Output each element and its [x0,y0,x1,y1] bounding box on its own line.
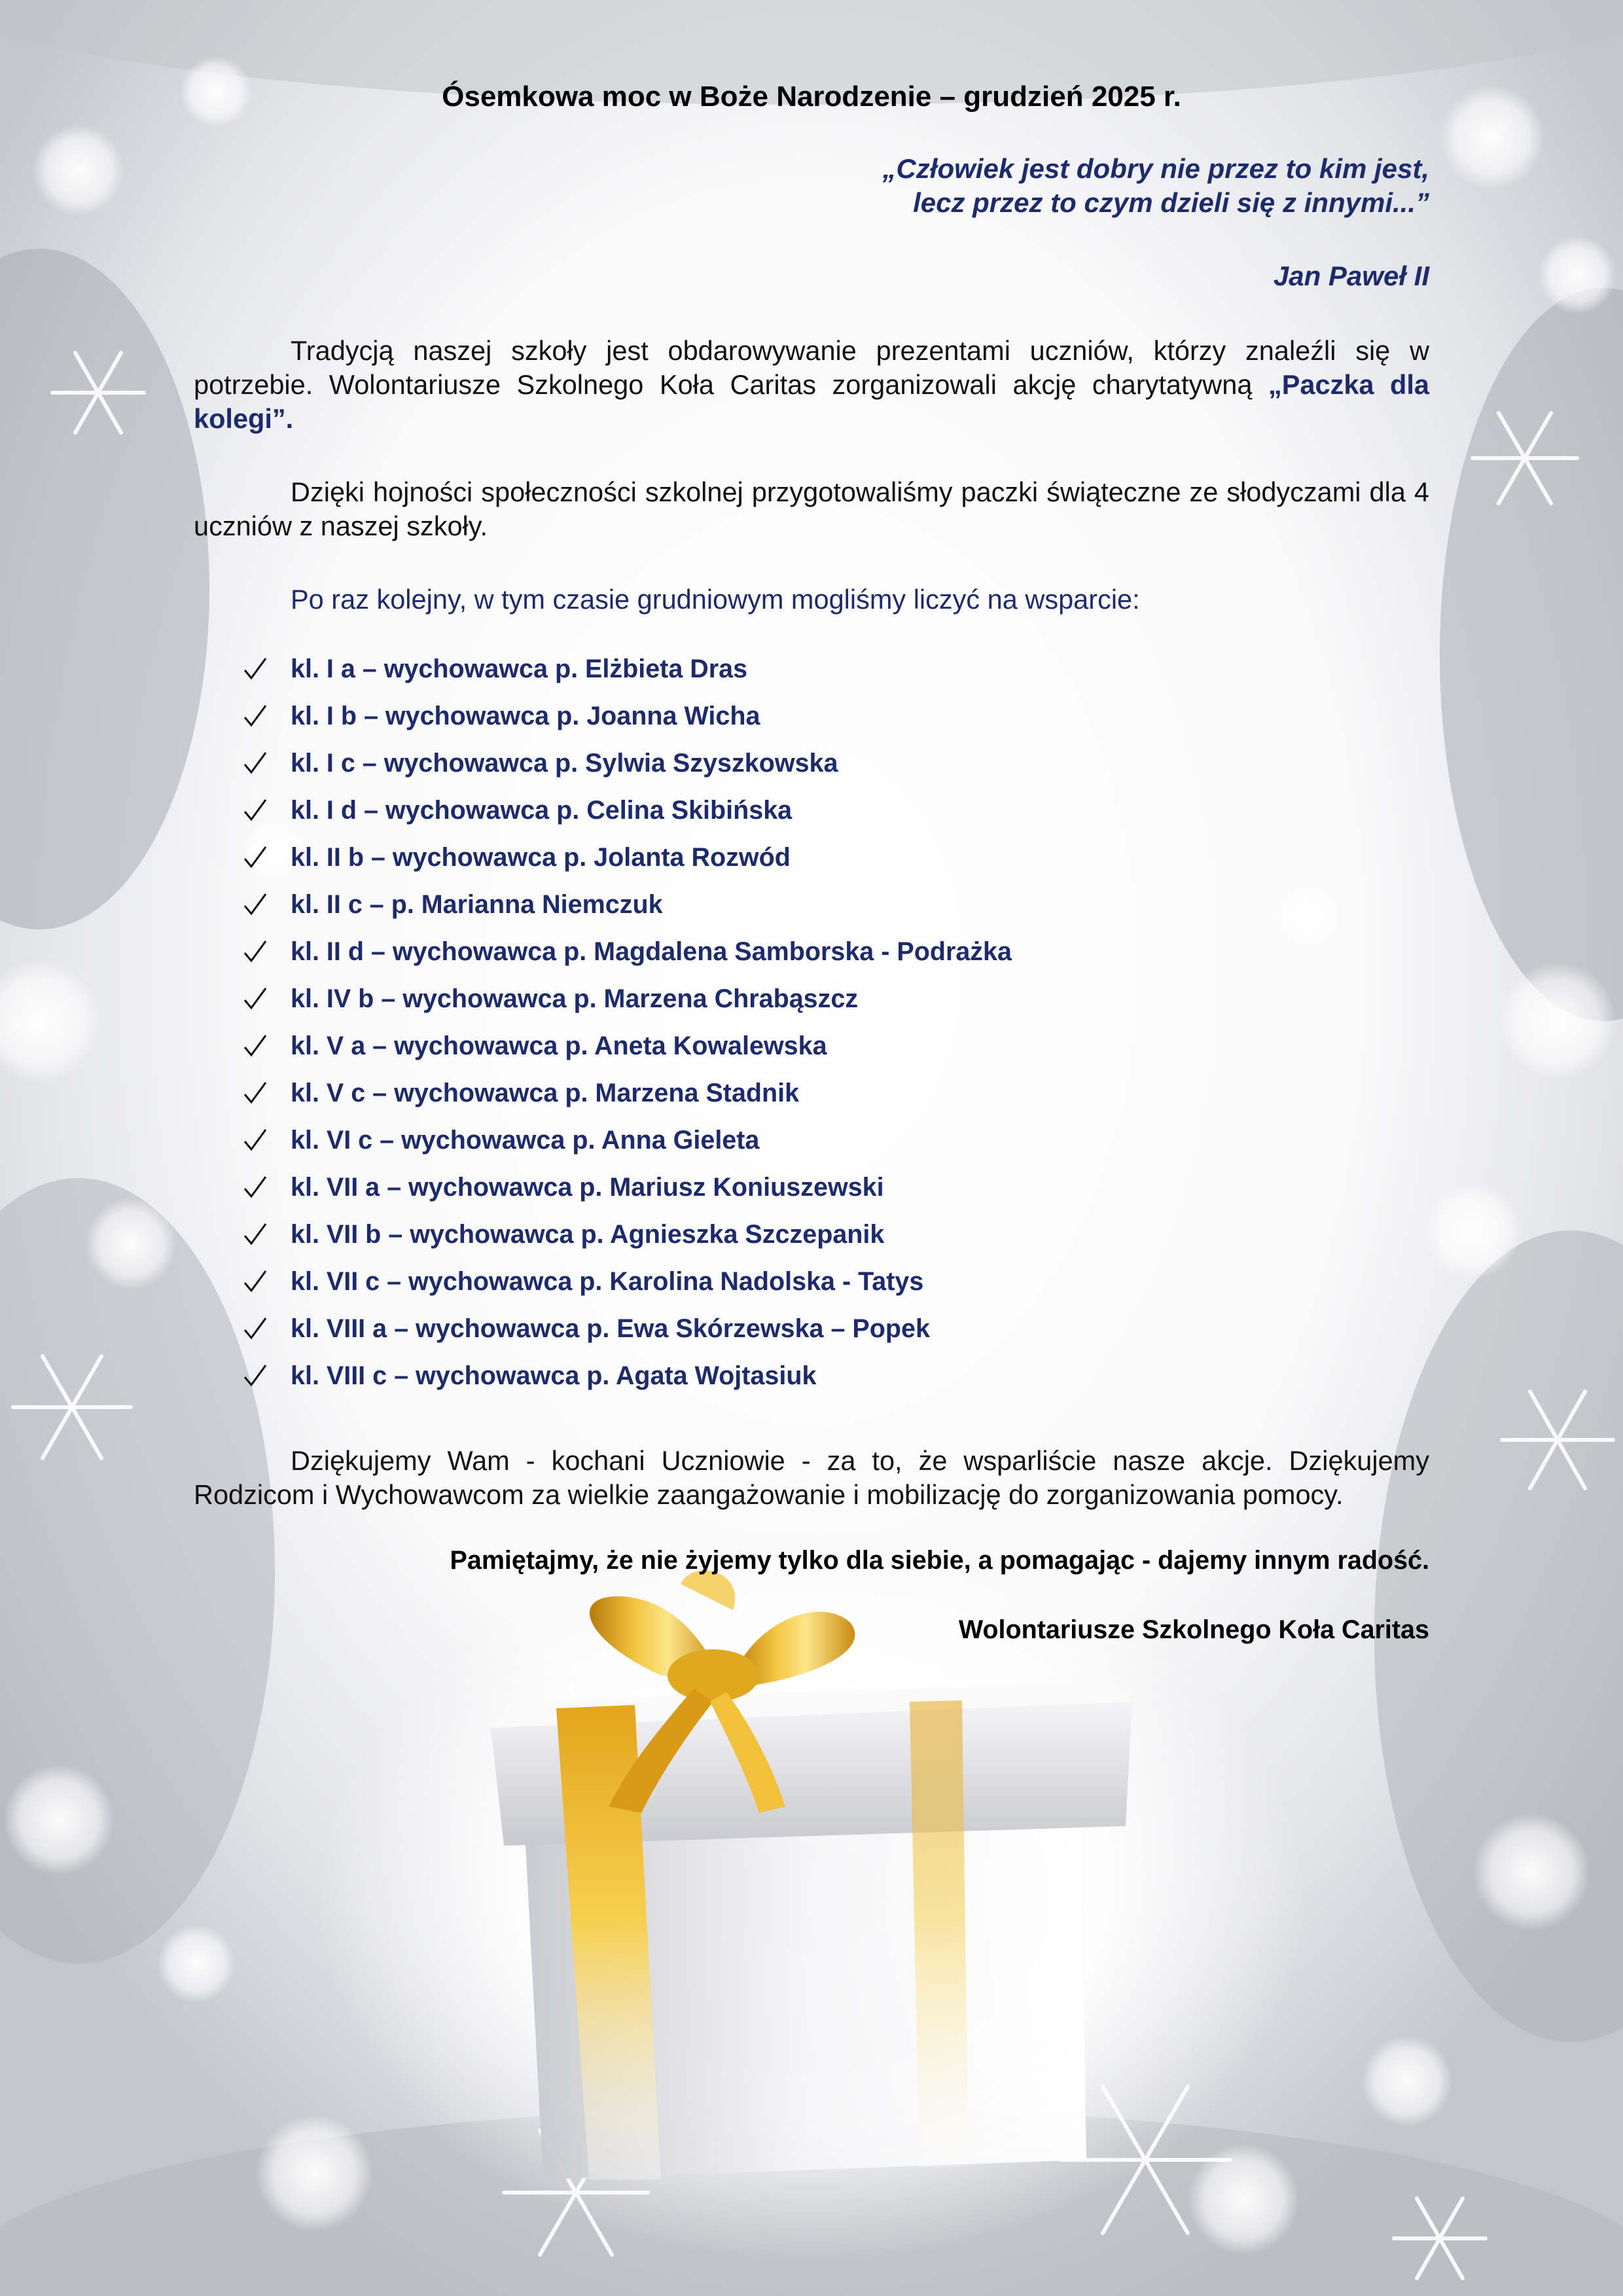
support-intro: Po raz kolejny, w tym czasie grudniowym mogliśmy liczyć na wsparcie: [291,584,1140,615]
list-item: kl. VII b – wychowawca p. Agnieszka Szczepanik [242,1216,1420,1263]
list-item: kl. VII a – wychowawca p. Mariusz Koniuszewski [242,1169,1420,1216]
checkmark-icon [242,698,268,734]
closing-line: Pamiętajmy, że nie żyjemy tylko dla siebie, a pomagając - dajemy innym radość. [450,1546,1429,1575]
paragraph-2 [194,475,1429,543]
list-item: kl. V a – wychowawca p. Aneta Kowalewska [242,1028,1420,1075]
list-item: kl. V c – wychowawca p. Marzena Stadnik [242,1075,1420,1122]
list-item: kl. II c – p. Marianna Niemczuk [242,886,1420,933]
checkmark-icon [242,980,268,1017]
list-item: kl. I c – wychowawca p. Sylwia Szyszkowska [242,745,1420,792]
paragraph-2-text: Dzięki hojności społeczności szkolnej przygotowaliśmy paczki świąteczne ze słodyczami dla 4 uczniów z naszej szkoły. [194,476,1429,541]
checkmark-icon [242,745,268,781]
checkmark-icon [242,839,268,876]
document-title: Ósemkowa moc w Boże Narodzenie – grudzień 2025 r. [442,81,1181,113]
list-item: kl. II b – wychowawca p. Jolanta Rozwód [242,839,1420,886]
checkmark-icon [242,792,268,829]
checkmark-icon [242,1169,268,1206]
checkmark-icon [242,1028,268,1064]
paragraph-1 [194,334,1429,436]
checkmark-icon [242,1122,268,1158]
checkmark-icon [242,1310,268,1347]
checkmark-icon [242,1075,268,1111]
list-item: kl. I b – wychowawca p. Joanna Wicha [242,698,1420,745]
list-item: kl. II d – wychowawca p. Magdalena Samborska - Podrażka [242,933,1420,980]
paragraph-1-text: Tradycją naszej szkoły jest obdarowywanie prezentami uczniów, którzy znaleźli się w potrzebie. Wolontariusze Szkolnego Koła Caritas zorganizowali akcję charytatywną [194,335,1429,400]
checkmark-icon [242,933,268,970]
list-item: kl. VIII c – wychowawca p. Agata Wojtasiuk [242,1357,1420,1405]
quote-line-1: „Człowiek jest dobry nie przez to kim jest, [882,153,1429,184]
list-item: kl. I d – wychowawca p. Celina Skibińska [242,792,1420,839]
paragraph-3 [194,1444,1429,1512]
list-item: kl. VI c – wychowawca p. Anna Gieleta [242,1122,1420,1169]
checkmark-icon [242,1263,268,1300]
checkmark-icon [242,1216,268,1253]
list-item: kl. VIII a – wychowawca p. Ewa Skórzewska – Popek [242,1310,1420,1357]
checkmark-icon [242,886,268,923]
campaign-name: „Paczka dla kolegi”. [194,369,1429,434]
supporting-classes-list [242,651,1420,1405]
paragraph-3-text: Dziękujemy Wam - kochani Uczniowie - za to, że wsparliście nasze akcje. Dziękujemy Rodzicom i Wychowawcom za wielkie zaangażowanie i mobilizację do zorganizowania pomocy. [194,1445,1429,1510]
list-item: kl. VII c – wychowawca p. Karolina Nadolska - Tatys [242,1263,1420,1310]
list-item: kl. I a – wychowawca p. Elżbieta Dras [242,651,1420,698]
signature: Wolontariusze Szkolnego Koła Caritas [958,1615,1429,1644]
checkmark-icon [242,651,268,687]
list-item: kl. IV b – wychowawca p. Marzena Chrabąszcz [242,980,1420,1028]
checkmark-icon [242,1357,268,1394]
quote-author: Jan Paweł II [1273,260,1429,291]
quote-line-2: lecz przez to czym dzieli się z innymi...” [913,187,1429,218]
